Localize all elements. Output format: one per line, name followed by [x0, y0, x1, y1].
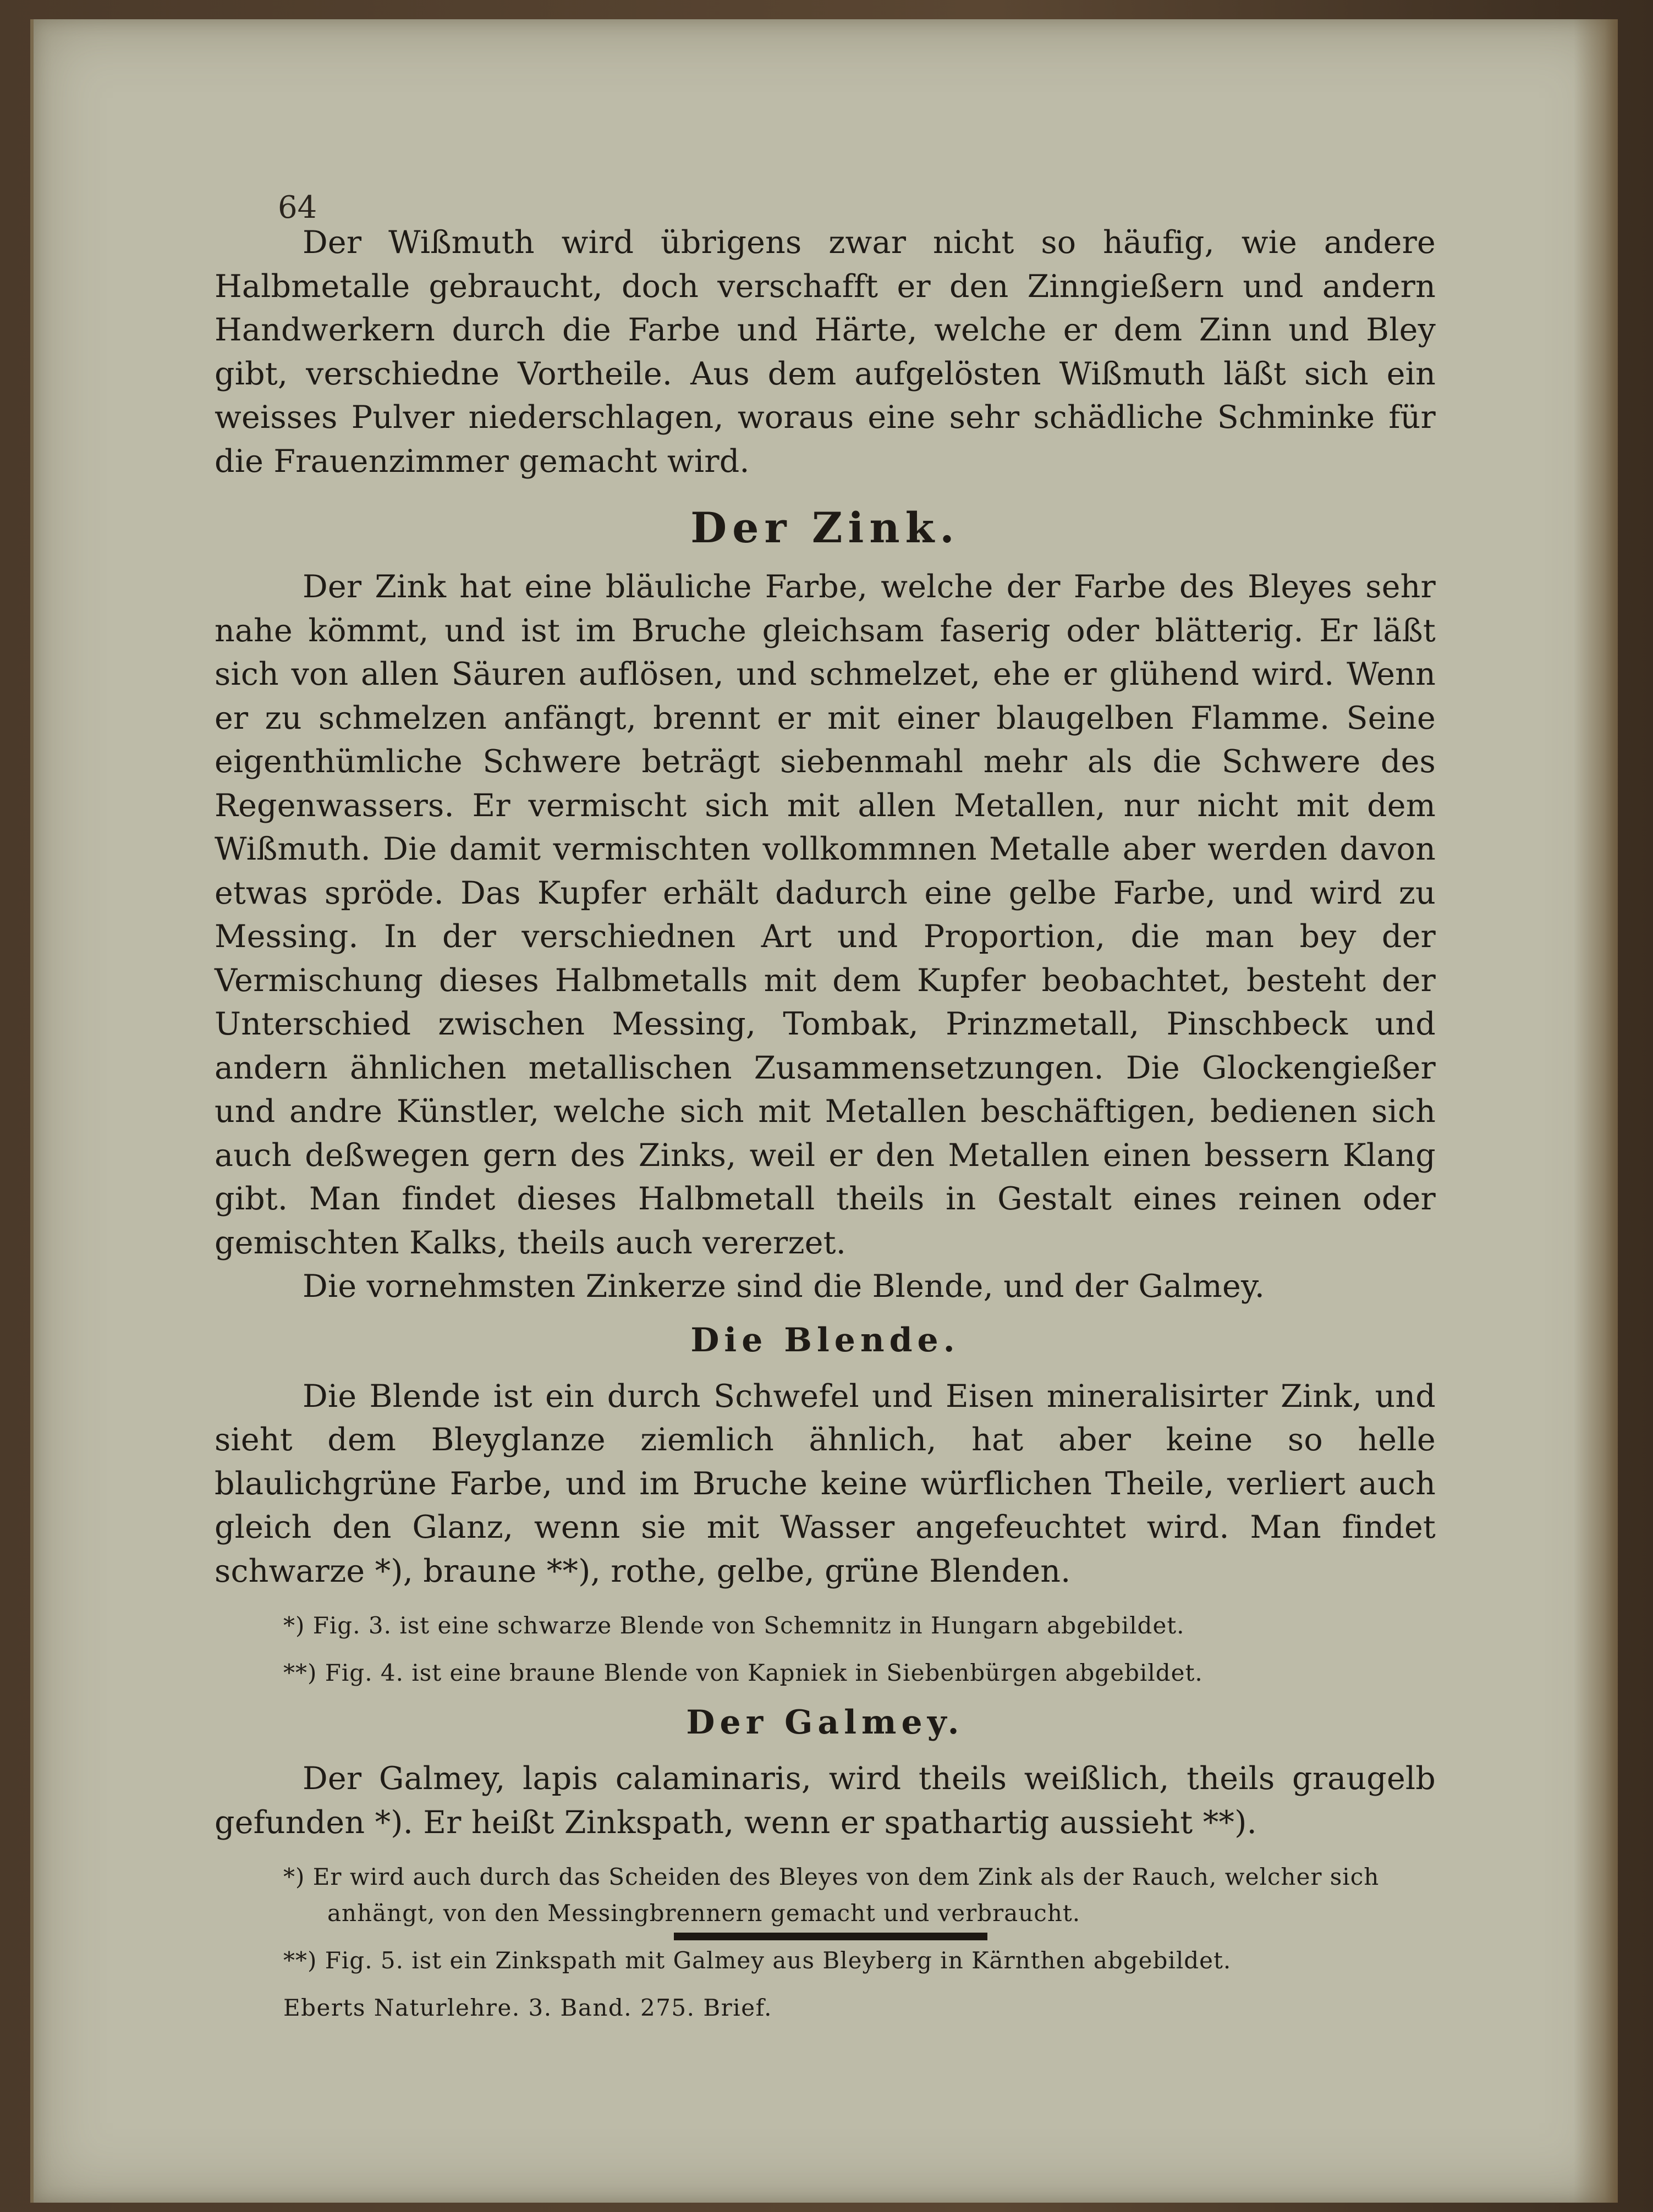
page-spine-shadow [1574, 19, 1618, 2203]
heading-galmey: Der Galmey. [686, 1703, 964, 1742]
galmey-paragraph: Der Galmey, lapis calaminaris, wird theils weißlich, theils graugelb gefunden *). Er heißt Zinkspath, wenn er spathartig aussieht **). [215, 1760, 1436, 1841]
page-number: 64 [278, 190, 317, 225]
blende-footnote-2: **) Fig. 4. ist eine braune Blende von Kapniek in Siebenbürgen abgebildet. [283, 1659, 1203, 1686]
end-rule-divider [674, 1933, 987, 1940]
blende-footnotes [215, 1608, 1436, 1691]
galmey-footnote-2: **) Fig. 5. ist ein Zinkspath mit Galmey aus Bleyberg in Kärnthen abgebildet. [283, 1947, 1232, 1974]
blende-footnote-1: *) Fig. 3. ist eine schwarze Blende von Schemnitz in Hungarn abgebildet. [283, 1612, 1185, 1639]
intro-paragraph: Der Wißmuth wird übrigens zwar nicht so häufig, wie andere Halbmetalle gebraucht, doch verschafft er den Zinngießern und andern Handwerkern durch die Farbe und Härte, welche er dem Zinn und Bley gibt, verschiedne Vortheile. Aus dem aufgelösten Wißmuth läßt sich ein weisses Pulver niederschlagen, woraus eine sehr schädliche Schminke für die Frauenzimmer gemacht wird. [215, 224, 1436, 480]
blende-paragraph: Die Blende ist ein durch Schwefel und Eisen mineralisirter Zink, und sieht dem Bleyglanze ziemlich ähnlich, hat aber keine so helle blaulichgrüne Farbe, und im Bruche keine würflichen Theile, verliert auch gleich den Glanz, wenn sie mit Wasser angefeuchtet wird. Man findet schwarze *), braune **), rothe, gelbe, grüne Blenden. [215, 1378, 1436, 1589]
galmey-footnote-1: *) Er wird auch durch das Scheiden des Bleyes von dem Zink als der Rauch, welcher sich anhängt, von den Messingbrennern gemacht und verbraucht. [283, 1863, 1380, 1927]
zink-paragraph-2: Die vornehmsten Zinkerze sind die Blende, und der Galmey. [303, 1268, 1265, 1305]
galmey-footnotes [215, 1859, 1436, 2026]
source-citation: Eberts Naturlehre. 3. Band. 275. Brief. [283, 1994, 772, 2021]
page-content [215, 181, 1436, 2026]
heading-blende: Die Blende. [690, 1320, 960, 1360]
heading-zink: Der Zink. [690, 503, 960, 552]
zink-paragraph-1: Der Zink hat eine bläuliche Farbe, welche der Farbe des Bleyes sehr nahe kömmt, und ist im Bruche gleichsam faserig oder blätterig. Er läßt sich von allen Säuren auflösen, und schmelzet, ehe er glühend wird. Wenn er zu schmelzen anfängt, brennt er mit einer blaugelben Flamme. Seine eigenthümliche Schwere beträgt siebenmahl mehr als die Schwere des Regenwassers. Er vermischt sich mit allen Metallen, nur nicht mit dem Wißmuth. Die damit vermischten vollkommnen Metalle aber werden davon etwas spröde. Das Kupfer erhält dadurch eine gelbe Farbe, und wird zu Messing. In der verschiednen Art und Proportion, die man bey der Vermischung dieses Halbmetalls mit dem Kupfer beobachtet, besteht der Unterschied zwischen Messing, Tombak, Prinzmetall, Pinschbeck und andern ähnlichen metallischen Zusammensetzungen. Die Glockengießer und andre Künstler, welche sich mit Metallen beschäftigen, bedienen sich auch deßwegen gern des Zinks, weil er den Metallen einen bessern Klang gibt. Man findet dieses Halbmetall theils in Gestalt eines reinen oder gemischten Kalks, theils auch vererzet. [215, 569, 1436, 1261]
